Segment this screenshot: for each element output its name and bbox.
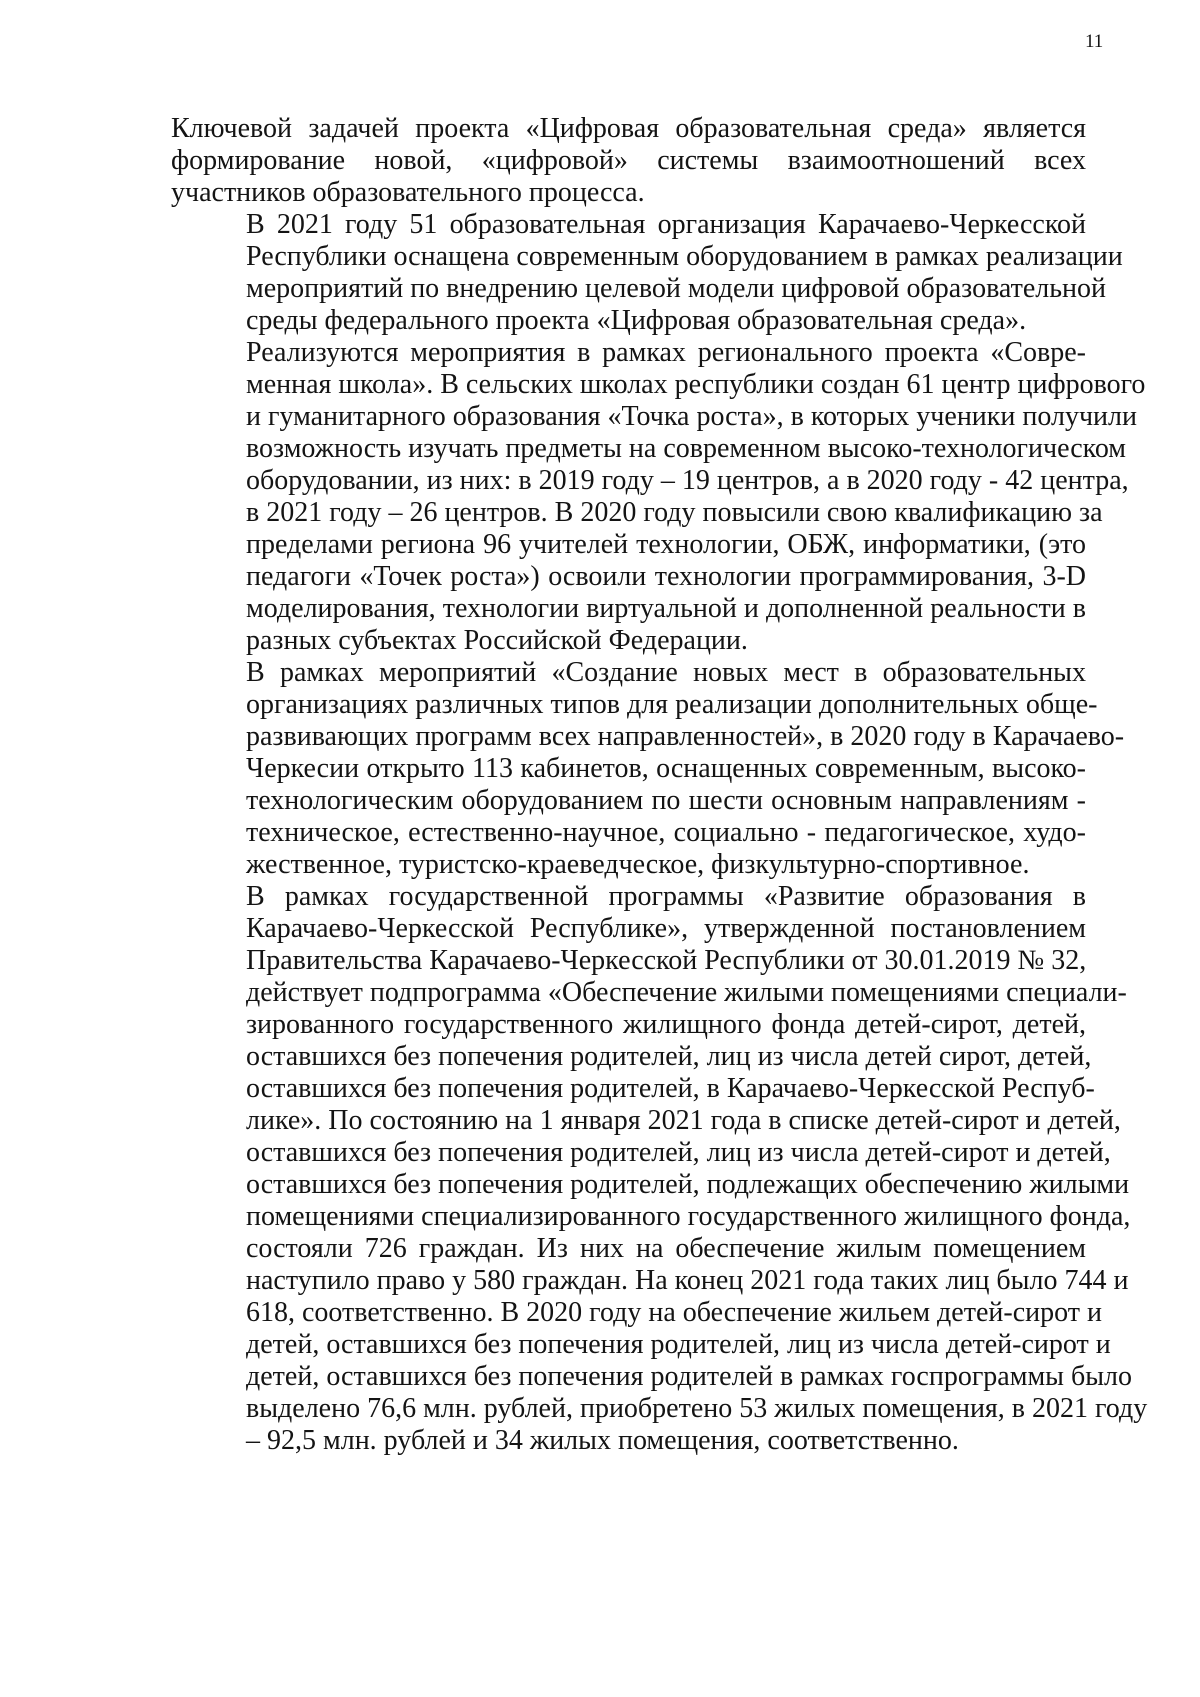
text-line: Черкесии открыто 113 кабинетов, оснащенных современным, высоко- xyxy=(246,753,1086,784)
text-line: детей, оставшихся без попечения родителей в рамках госпрограммы было xyxy=(246,1361,1133,1392)
text-line: оставшихся без попечения родителей, лиц из числа детей сирот, детей, xyxy=(246,1041,1092,1072)
text-line: 618, соответственно. В 2020 году на обеспечение жильем детей-сирот и xyxy=(246,1297,1102,1328)
text-line: помещениями специализированного государственного жилищного фонда, xyxy=(246,1201,1131,1232)
paragraph-digital-environment-goal xyxy=(171,113,1086,209)
document-body xyxy=(171,113,1148,1457)
text-line: участников образовательного процесса. xyxy=(171,177,645,208)
text-line: формирование новой, «цифровой» системы взаимоотношений всех xyxy=(171,145,1086,176)
text-line: менная школа». В сельских школах республики создан 61 центр цифрового xyxy=(246,369,1146,400)
paragraph-orphan-housing xyxy=(171,881,1148,1457)
text-line: – 92,5 млн. рублей и 34 жилых помещения, соответственно. xyxy=(246,1425,959,1456)
text-line: пределами региона 96 учителей технологии, ОБЖ, информатики, (это xyxy=(246,529,1086,560)
paragraph-equipment-2021 xyxy=(171,209,1123,337)
text-line: состояли 726 граждан. Из них на обеспечение жилым помещением xyxy=(246,1233,1086,1264)
text-line: оставшихся без попечения родителей, в Карачаево-Черкесской Респуб- xyxy=(246,1073,1095,1104)
text-line: наступило право у 580 граждан. На конец 2021 года таких лиц было 744 и xyxy=(246,1265,1129,1296)
text-line: Республики оснащена современным оборудованием в рамках реализации xyxy=(246,241,1123,272)
text-line: зированного государственного жилищного фонда детей-сирот, детей, xyxy=(246,1009,1086,1040)
text-line: выделено 76,6 млн. рублей, приобретено 53 жилых помещения, в 2021 году xyxy=(246,1393,1148,1424)
text-line: моделирования, технологии виртуальной и дополненной реальности в xyxy=(246,593,1086,624)
text-line: В рамках государственной программы «Развитие образования в xyxy=(246,881,1086,912)
text-line: лике». По состоянию на 1 января 2021 года в списке детей-сирот и детей, xyxy=(246,1105,1121,1136)
paragraph-new-places xyxy=(171,657,1125,881)
text-line: оборудовании, из них: в 2019 году – 19 центров, а в 2020 году - 42 центра, xyxy=(246,465,1129,496)
text-line: Карачаево-Черкесской Республике», утвержденной постановлением xyxy=(246,913,1086,944)
text-line: действует подпрограмма «Обеспечение жилыми помещениями специали- xyxy=(246,977,1127,1008)
text-line: и гуманитарного образования «Точка роста», в которых ученики получили xyxy=(246,401,1137,432)
text-line: мероприятий по внедрению целевой модели цифровой образовательной xyxy=(246,273,1107,304)
text-line: в 2021 году – 26 центров. В 2020 году повысили свою квалификацию за xyxy=(246,497,1103,528)
paragraph-modern-school xyxy=(171,337,1146,657)
text-line: развивающих программ всех направленностей», в 2020 году в Карачаево- xyxy=(246,721,1125,752)
text-line: Ключевой задачей проекта «Цифровая образовательная среда» является xyxy=(171,113,1086,144)
page-number: 11 xyxy=(1085,31,1104,52)
text-line: организациях различных типов для реализации дополнительных обще- xyxy=(246,689,1098,720)
text-line: оставшихся без попечения родителей, лиц из числа детей-сирот и детей, xyxy=(246,1137,1111,1168)
text-line: техническое, естественно-научное, социально - педагогическое, худо- xyxy=(246,817,1086,848)
text-line: В 2021 году 51 образовательная организация Карачаево-Черкесской xyxy=(246,209,1086,240)
text-line: Правительства Карачаево-Черкесской Республики от 30.01.2019 № 32, xyxy=(246,945,1087,976)
text-line: педагоги «Точек роста») освоили технологии программирования, 3-D xyxy=(246,561,1086,592)
text-line: возможность изучать предметы на современном высоко-технологическом xyxy=(246,433,1127,464)
text-line: разных субъектах Российской Федерации. xyxy=(246,625,748,656)
text-line: жественное, туристско-краеведческое, физкультурно-спортивное. xyxy=(246,849,1030,880)
text-line: В рамках мероприятий «Создание новых мест в образовательных xyxy=(246,657,1086,688)
text-line: технологическим оборудованием по шести основным направлениям - xyxy=(246,785,1086,816)
text-line: детей, оставшихся без попечения родителей, лиц из числа детей-сирот и xyxy=(246,1329,1111,1360)
text-line: Реализуются мероприятия в рамках регионального проекта «Совре- xyxy=(246,337,1086,368)
text-line: среды федерального проекта «Цифровая образовательная среда». xyxy=(246,305,1027,336)
text-line: оставшихся без попечения родителей, подлежащих обеспечению жилыми xyxy=(246,1169,1130,1200)
